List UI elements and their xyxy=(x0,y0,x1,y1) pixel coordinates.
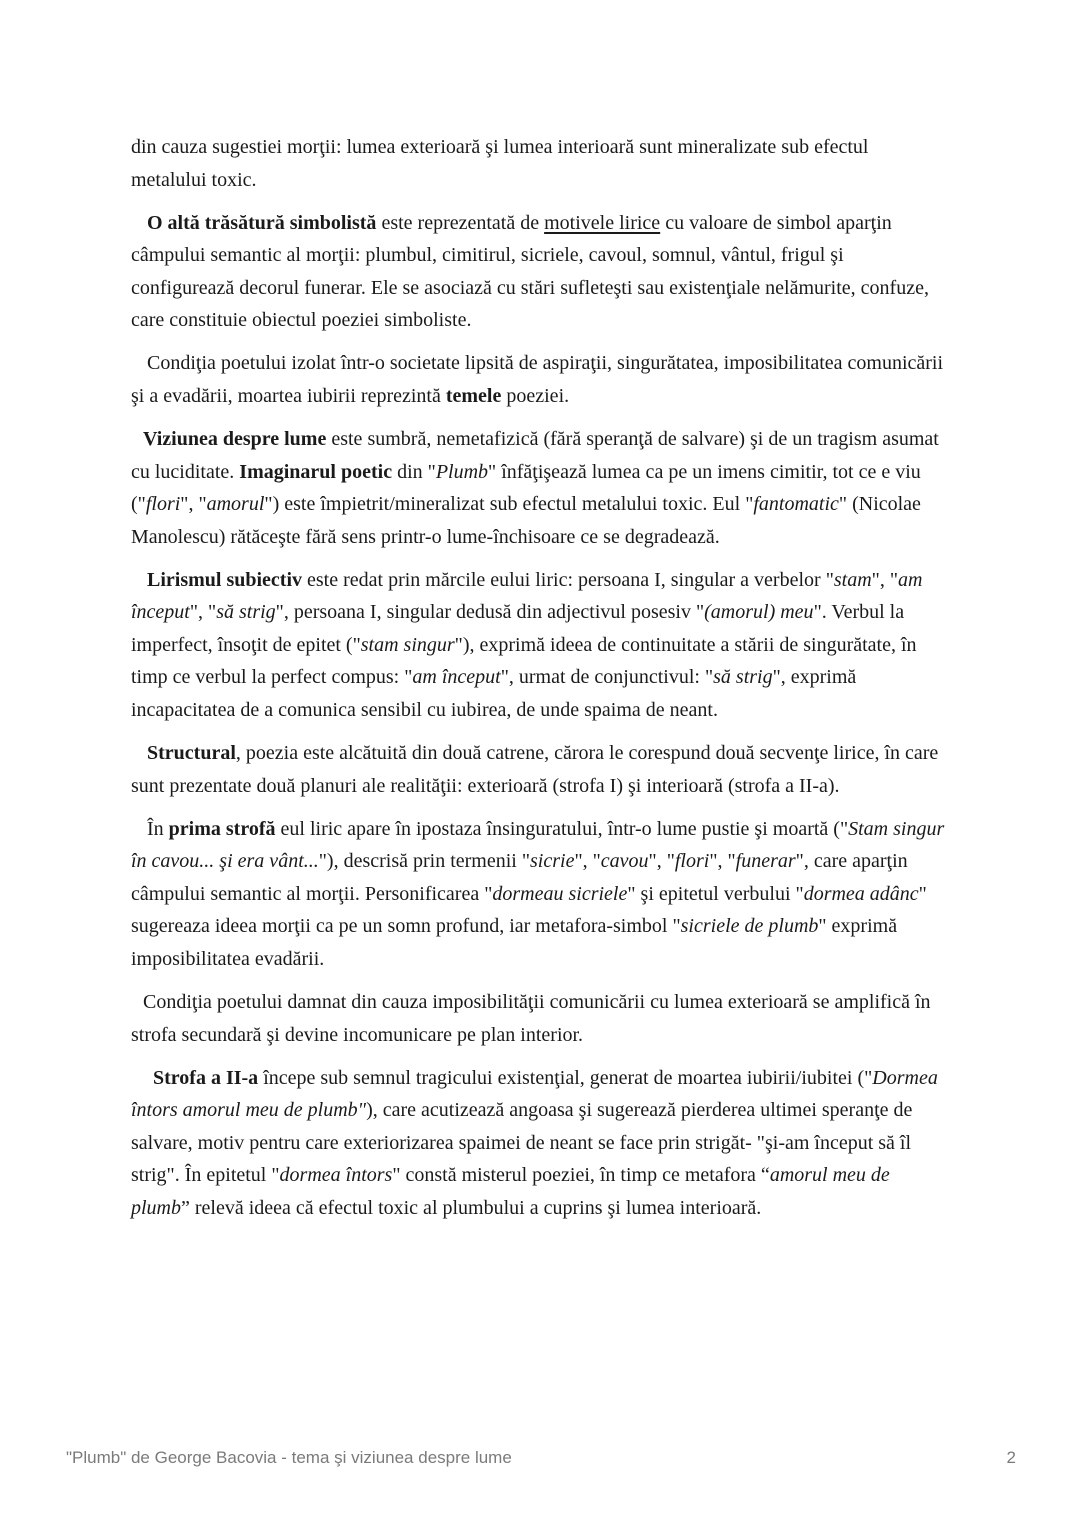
text-run: cu valoare de simbol aparţin câmpului semantic al morţii: plumbul, cimitirul, sicriele, cavoul, somnul, vântul, frigul şi configurează decorul funerar. Ele se asociază cu stări sufleteşti sau existenţiale nelămurite, confuze, care constituie obiectul poeziei simboliste. xyxy=(131,211,929,332)
text-run: " constă misterul poeziei, în timp ce metafora “ xyxy=(392,1164,770,1187)
text-run: ", " xyxy=(189,601,217,624)
text-run: " înfăţişează lumea ca pe un imens cimitir, tot ce e viu (" xyxy=(131,460,921,516)
text-run: Condiţia poetului damnat din cauza imposibilităţii comunicării cu lumea exterioară se amplifică în strofa secundară şi devine incomunicare pe plan interior. xyxy=(131,990,931,1046)
italic-text: funerar xyxy=(735,850,796,873)
italic-text: amorul meu de plumb xyxy=(131,1164,890,1219)
italic-text: stam xyxy=(833,568,872,591)
text-run: ". Verbul la imperfect, însoţit de epitet (" xyxy=(131,601,905,656)
italic-text: amorul xyxy=(206,493,265,516)
italic-text: sicriele de plumb xyxy=(680,915,819,938)
italic-text: am început xyxy=(412,666,501,689)
italic-text: să strig xyxy=(713,666,773,689)
text-run: Condiţia poetului izolat într-o societate lipsită de aspiraţii, singurătatea, imposibilitatea comunicării şi a evadării, moartea iubirii reprezintă xyxy=(131,352,944,407)
text-run: " (Nicolae Manolescu) rătăceşte fără sens printr-o lume-închisoare ce se degradează. xyxy=(131,493,921,548)
italic-text: cavou xyxy=(600,850,649,873)
paragraph xyxy=(131,347,949,412)
page-footer xyxy=(66,1448,1016,1468)
text-run: din cauza sugestiei morţii: lumea exterioară şi lumea interioară sunt mineralizate sub efectul metalului toxic. xyxy=(131,136,869,191)
italic-text: flori xyxy=(674,850,710,873)
text-run: ", " xyxy=(180,493,207,516)
paragraph xyxy=(131,1062,949,1225)
italic-text: Plumb xyxy=(435,460,489,483)
paragraph xyxy=(131,737,949,802)
text-run: începe sub semnul tragicului existenţial, generat de moartea iubirii/iubitei (" xyxy=(258,1066,873,1089)
text-run: , poezia este alcătuită din două catrene, cărora le corespund două secvenţe lirice, în care sunt prezentate două planuri ale realităţii: exterioară (strofa I) şi interioară (strofa a II-a). xyxy=(131,742,939,797)
page-number: 2 xyxy=(1006,1448,1016,1467)
text-run: ), care acutizează angoasa şi sugerează pierderea ultimei speranţe de salvare, motiv pentru care exteriorizarea spaimei de neant se face prin strigăt- "şi-am început să îl strig". În epitetul " xyxy=(131,1099,913,1187)
text-run: "), exprimă ideea de continuitate a stării de singurătate, în timp ce verbul la perfect compus: " xyxy=(131,633,917,689)
italic-text: dormeau sicriele xyxy=(492,882,628,905)
text-run: eul liric apare în ipostaza însinguratului, într-o lume pustie şi moartă (" xyxy=(275,817,849,840)
text-run: ", exprimă incapacitatea de a comunica sensibil cu iubirea, de unde spaima de neant. xyxy=(131,666,857,722)
italic-text: flori xyxy=(145,493,181,516)
paragraph xyxy=(131,813,949,976)
paragraph xyxy=(131,986,949,1051)
text-run: este reprezentată de xyxy=(376,211,545,234)
italic-text: să strig xyxy=(216,601,276,624)
bold-text: Strofa a II-a xyxy=(153,1066,259,1089)
text-run: " exprimă imposibilitatea evadării. xyxy=(131,915,898,970)
paragraph xyxy=(131,564,949,727)
paragraph xyxy=(131,207,949,337)
italic-text: dormea adânc xyxy=(803,882,919,905)
text-run: ", " xyxy=(574,850,601,873)
text-run: ", care aparţin câmpului semantic al morţii. Personificarea " xyxy=(131,850,908,905)
italic-text: sicrie xyxy=(530,850,575,873)
text-run: ", urmat de conjunctivul: " xyxy=(500,666,714,689)
text-run: ", " xyxy=(871,568,898,591)
text-run: ", " xyxy=(709,850,736,873)
text-run: poeziei. xyxy=(501,384,570,407)
bold-text: Imaginarul poetic xyxy=(239,460,393,483)
italic-text: fantomatic xyxy=(753,493,839,516)
bold-text: Lirismul subiectiv xyxy=(147,568,303,591)
bold-text: Structural xyxy=(147,742,236,765)
italic-text: stam singur xyxy=(360,633,455,656)
italic-text: Stam singur în cavou... şi era vânt... xyxy=(131,817,945,873)
bold-text: Viziunea despre lume xyxy=(143,427,327,450)
text-run: ” relevă ideea că efectul toxic al plumbului a cuprins şi lumea interioară. xyxy=(181,1196,762,1219)
text-run: este sumbră, nemetafizică (fără speranţă de salvare) şi de un tragism asumat cu luciditate. xyxy=(131,427,939,483)
paragraph xyxy=(131,423,949,553)
text-run: "), descrisă prin termenii " xyxy=(318,850,531,873)
text-run: ", persoana I, singular dedusă din adjectivul posesiv " xyxy=(275,601,705,624)
text-run: " sugereaza ideea morţii ca pe un somn profund, iar metafora-simbol " xyxy=(131,882,927,938)
bold-text: O altă trăsătură simbolistă xyxy=(147,211,377,234)
text-run: este redat prin mărcile eului liric: persoana I, singular a verbelor " xyxy=(302,568,834,591)
underlined-text: motivele lirice xyxy=(544,211,661,234)
bold-text: prima strofă xyxy=(168,817,276,840)
text-run: În xyxy=(147,817,169,840)
document-body xyxy=(131,131,949,1235)
text-run: ") este împietrit/mineralizat sub efectul metalului toxic. Eul " xyxy=(264,493,754,516)
text-run: ", " xyxy=(648,850,675,873)
text-run: " şi epitetul verbului " xyxy=(627,882,804,905)
italic-text: (amorul) meu xyxy=(704,601,814,624)
footer-title: "Plumb" de George Bacovia - tema şi viziunea despre lume xyxy=(66,1448,512,1467)
bold-text: temele xyxy=(445,384,502,407)
italic-text: am început xyxy=(131,568,923,624)
italic-text: dormea întors xyxy=(279,1164,393,1187)
text-run: din " xyxy=(392,460,436,483)
paragraph xyxy=(131,131,949,196)
italic-text: Dormea întors amorul meu de plumb" xyxy=(131,1066,938,1122)
